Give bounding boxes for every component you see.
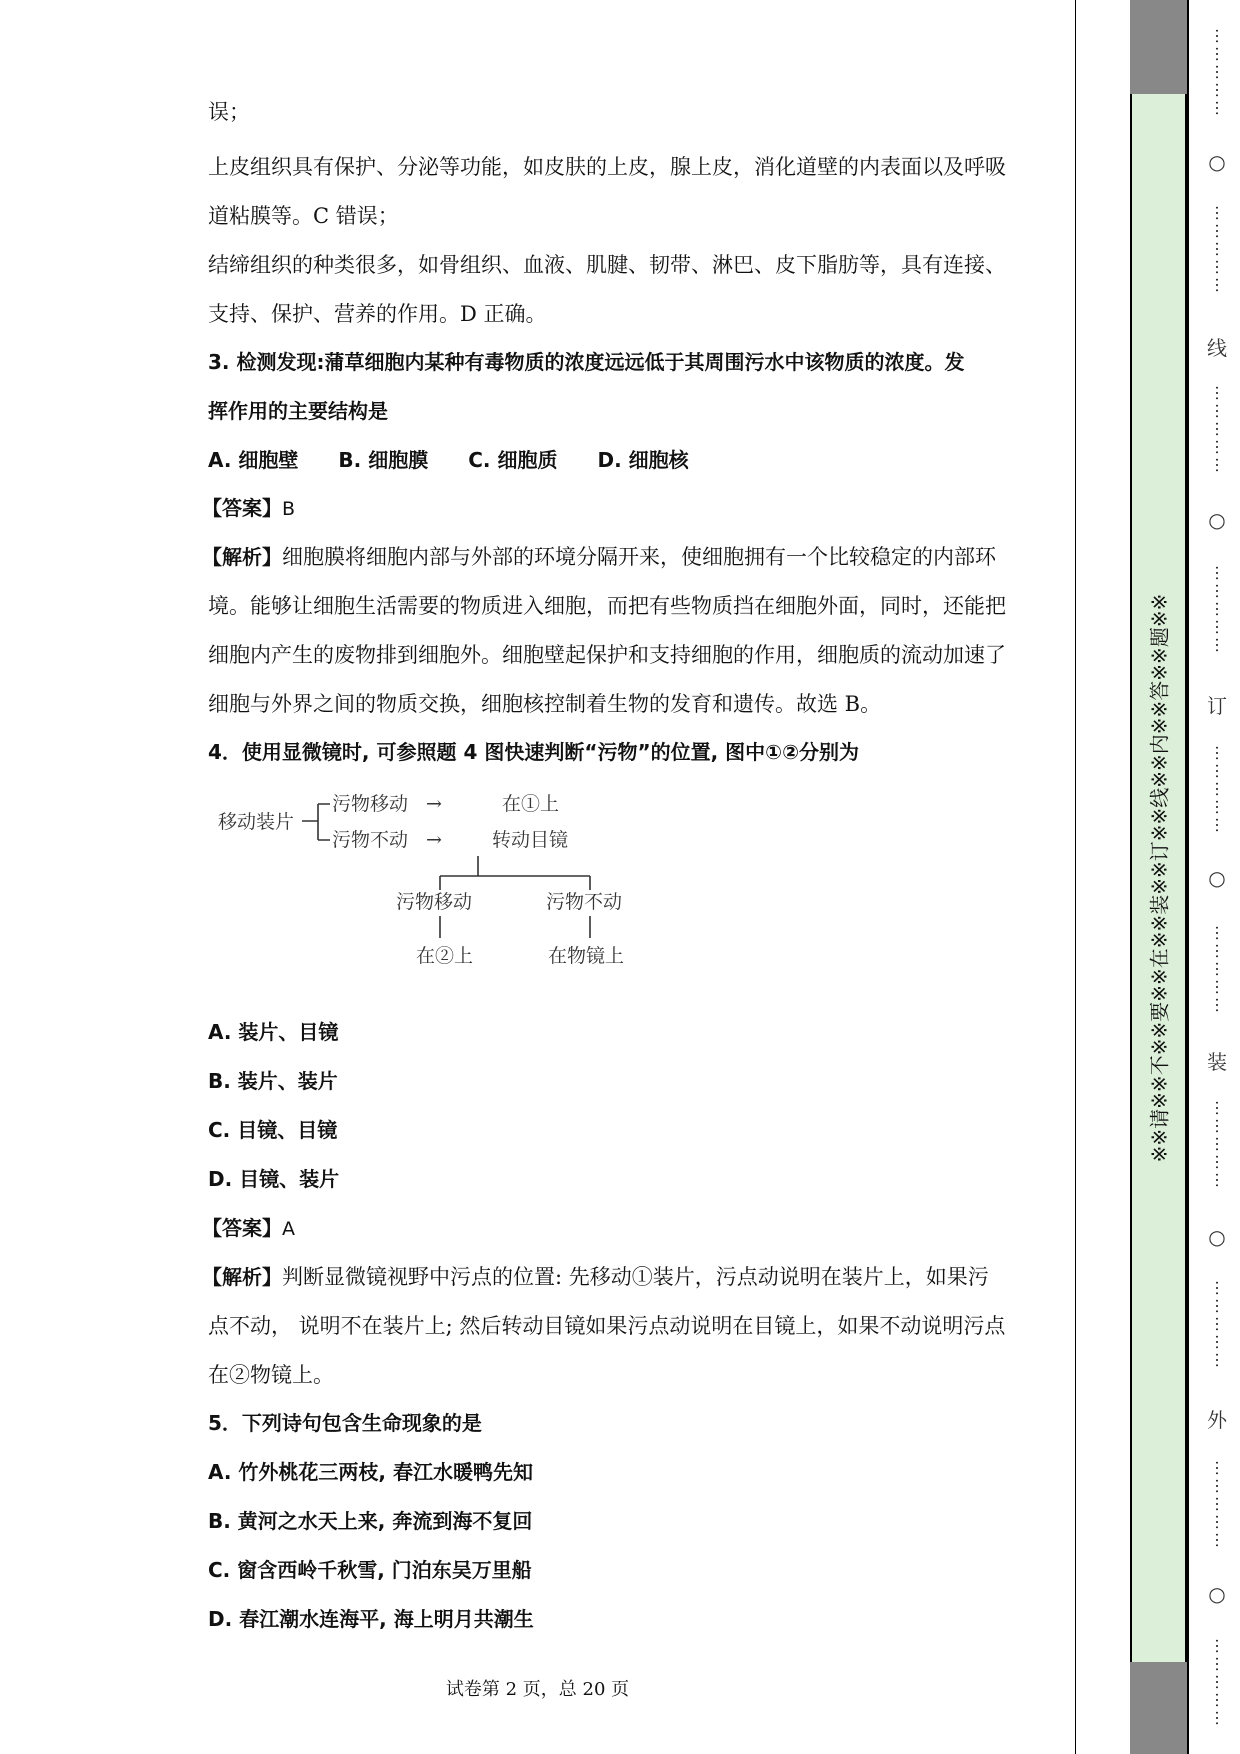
q3-option-a: A. 细胞壁 xyxy=(208,448,299,472)
binding-circle-mark: ○ xyxy=(1208,508,1226,532)
q3-answer: 【答案】B xyxy=(202,496,296,520)
paragraph: 上皮组织具有保护、分泌等功能，如皮肤的上皮，腺上皮，消化道壁的内表面以及呼吸 xyxy=(208,155,1006,179)
q3-analysis-line: 细胞内产生的废物排到细胞外。细胞壁起保护和支持细胞的作用，细胞质的流动加速了 xyxy=(208,643,1006,667)
q3-option-b: B. 细胞膜 xyxy=(338,448,429,472)
margin-border xyxy=(1075,0,1076,1754)
q5-option-c: C. 窗含西岭千秋雪, 门泊东吴万里船 xyxy=(208,1558,532,1582)
binding-circle-mark: ○ xyxy=(1208,866,1226,890)
microscope-flow-diagram xyxy=(210,790,650,990)
fig-step2: 转动目镜 xyxy=(492,829,569,851)
margin-line xyxy=(1187,0,1189,1754)
binding-circle-mark: ○ xyxy=(1208,1582,1226,1606)
paragraph: 支持、保护、营养的作用。D 正确。 xyxy=(208,302,547,326)
q4-answer: 【答案】A xyxy=(202,1216,295,1240)
q4-analysis-line: 在②物镜上。 xyxy=(208,1363,334,1387)
q4-analysis-line: 点不动， 说明不在装片上; 然后转动目镜如果污点动说明在目镜上，如果不动说明污点 xyxy=(208,1314,1006,1338)
q5-option-a: A. 竹外桃花三两枝, 春江水暖鸭先知 xyxy=(208,1460,533,1484)
q4-option-a: A. 装片、目镜 xyxy=(208,1020,339,1044)
fig-bracket xyxy=(302,804,330,840)
paragraph: 结缔组织的种类很多，如骨组织、血液、肌腱、韧带、淋巴、皮下脂肪等，具有连接、 xyxy=(208,253,1006,277)
q3-analysis: 【解析】细胞膜将细胞内部与外部的环境分隔开来，使细胞拥有一个比较稳定的内部环 xyxy=(202,545,996,569)
q3-options xyxy=(208,446,729,474)
binding-warning-text: ※※请※※不※※要※※在※※装※※订※※线※※内※※答※※题※※ xyxy=(1147,593,1172,1163)
q3-analysis-line: 境。能够让细胞生活需要的物质进入细胞，而把有些物质挡在细胞外面，同时，还能把 xyxy=(208,594,1006,618)
q3-option-c: C. 细胞质 xyxy=(468,448,558,472)
fig-down-lines xyxy=(440,916,590,938)
binding-mark-ding: 订 xyxy=(1207,694,1227,718)
margin-gray-bottom xyxy=(1130,1662,1187,1754)
q4-analysis: 【解析】判断显微镜视野中污点的位置: 先移动①装片，污点动说明在装片上，如果污 xyxy=(202,1265,989,1289)
binding-mark-xian: 线 xyxy=(1207,336,1227,360)
fig-sub2: 污物不动 xyxy=(546,891,623,913)
paragraph: 误； xyxy=(208,100,250,124)
fig-result1: 在①上 xyxy=(502,793,560,815)
q3-stem: 3. 检测发现:蒲草细胞内某种有毒物质的浓度远远低于其周围污水中该物质的浓度。发 xyxy=(208,350,965,374)
binding-dotted-column: …………… ○ …………… 线 …………… ○ …………… 订 …………… ○ …………… 装 …………… ○ …………… 外 …………… ○ …………… xyxy=(1207,28,1231,1728)
fig-start: 移动装片 xyxy=(218,811,295,833)
q4-option-b: B. 装片、装片 xyxy=(208,1069,338,1093)
binding-circle-mark: ○ xyxy=(1208,1225,1226,1249)
margin-gray-top xyxy=(1130,0,1187,94)
binding-mark-zhuang: 装 xyxy=(1207,1050,1227,1074)
q4-option-d: D. 目镜、装片 xyxy=(208,1167,340,1191)
q3-stem: 挥作用的主要结构是 xyxy=(208,399,388,423)
q5-stem: 5．下列诗句包含生命现象的是 xyxy=(208,1411,482,1435)
fig-split-lines xyxy=(440,856,590,890)
fig-arrow2: → xyxy=(426,829,442,851)
fig-result3: 在物镜上 xyxy=(548,945,625,967)
q3-option-d: D. 细胞核 xyxy=(597,448,689,472)
fig-sub1: 污物移动 xyxy=(396,891,473,913)
q4-stem: 4．使用显微镜时, 可参照题 4 图快速判断“污物”的位置, 图中①②分别为 xyxy=(208,740,860,764)
q5-option-b: B. 黄河之水天上来, 奔流到海不复回 xyxy=(208,1509,533,1533)
fig-branch1: 污物移动 xyxy=(332,793,409,815)
fig-arrow1: → xyxy=(426,793,442,815)
q4-option-c: C. 目镜、目镜 xyxy=(208,1118,338,1142)
page-footer: 试卷第 2 页，总 20 页 xyxy=(445,1679,630,1700)
binding-mark-wai: 外 xyxy=(1207,1408,1227,1432)
binding-circle-mark: ○ xyxy=(1208,150,1226,174)
fig-result2: 在②上 xyxy=(416,945,474,967)
paragraph: 道粘膜等。C 错误； xyxy=(208,204,399,228)
fig-branch2: 污物不动 xyxy=(332,829,409,851)
q5-option-d: D. 春江潮水连海平, 海上明月共潮生 xyxy=(208,1607,534,1631)
q3-analysis-line: 细胞与外界之间的物质交换，细胞核控制着生物的发育和遗传。故选 B。 xyxy=(208,692,882,716)
